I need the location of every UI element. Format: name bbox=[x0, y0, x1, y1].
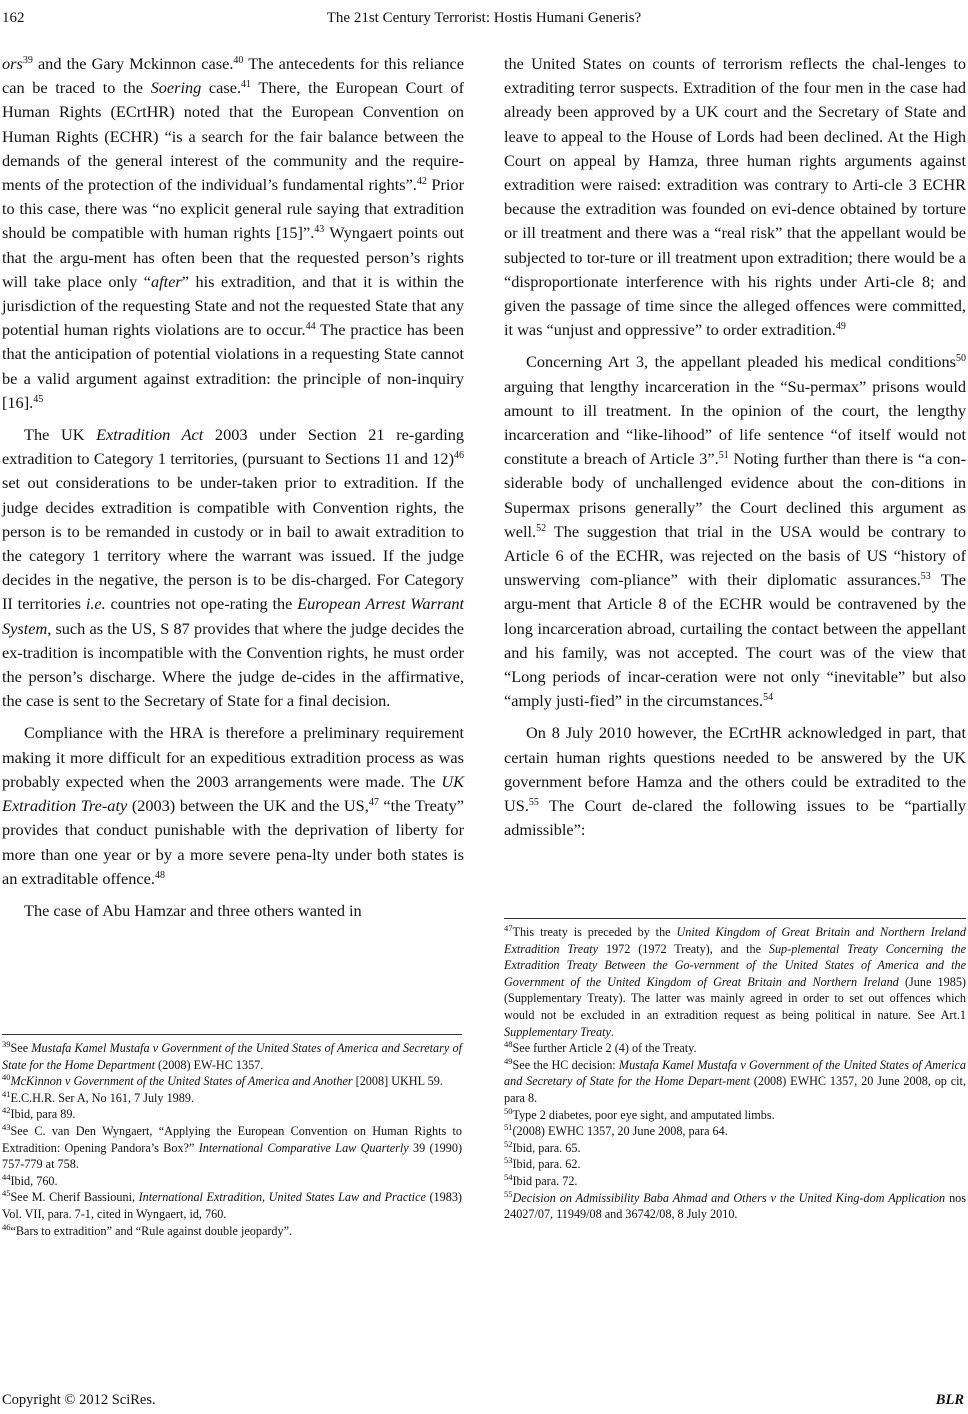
text-run: Compliance with the HRA is therefore a preliminary requirement making it more difficult for an expeditious extradition process as was probably expected when the 2003 arrangements were made. The bbox=[2, 723, 464, 791]
footnote-marker: 48 bbox=[154, 869, 165, 881]
footnote bbox=[2, 1123, 462, 1173]
footnote-rule-left bbox=[2, 1034, 462, 1035]
footnote bbox=[504, 1123, 966, 1140]
footnote-marker: 55 bbox=[528, 797, 539, 809]
text-run: There, the European Court of Human Rights (ECrtHR) noted that the European Convention on Human Rights (ECHR) “is a search for the fair balance between the demands of the general interest of the community and the require-ments of the protection of the individual’s fundamental rights”. bbox=[2, 78, 464, 195]
text-run: E.C.H.R. Ser A, No 161, 7 July 1989. bbox=[10, 1090, 194, 1105]
text-run: (2003) between the UK and the US, bbox=[127, 796, 369, 816]
footnote-marker: 41 bbox=[241, 79, 252, 91]
journal-abbreviation: BLR bbox=[935, 1392, 964, 1408]
text-run: See bbox=[10, 1041, 32, 1055]
text-run: set out considerations to be under-taken prior to extradition. If the judge decides extradition is compatible with Convention rights, the person is to be remanded in custody or in bail to await extradition to the category 1 territory where the warrant was issued. If the judge decides in the negative, the person is to be dis-charged. For Category II territories bbox=[2, 473, 464, 614]
text-run: Ibid, para. 62. bbox=[512, 1157, 581, 1172]
footnote-marker: 44 bbox=[2, 1171, 11, 1182]
footnote-marker: 42 bbox=[2, 1105, 11, 1116]
footnote bbox=[2, 1189, 462, 1222]
text-run: Extradition Act bbox=[96, 425, 204, 445]
footnote-marker: 53 bbox=[504, 1155, 513, 1166]
footnote-marker: 39 bbox=[2, 1039, 11, 1049]
text-run: nos 24027/07, 11949/08 and 36742/08, 8 July 2010. bbox=[504, 1190, 966, 1222]
body-paragraph bbox=[2, 721, 464, 890]
text-run: UK Extradition Tre-aty bbox=[2, 771, 464, 816]
text-run: [2008] UKHL 59. bbox=[352, 1074, 443, 1089]
text-run: (2008) EW-HC 1357. bbox=[155, 1057, 264, 1072]
text-run: On 8 July 2010 however, the ECrtHR acknowledged in part, that certain human rights questions needed to be answered by the UK government before Hamza and the others could be extradited to the US. bbox=[504, 723, 966, 816]
body-paragraph bbox=[2, 52, 464, 415]
footnote-marker: 52 bbox=[536, 522, 547, 534]
text-run: European Arrest Warrant System bbox=[2, 594, 464, 638]
text-run: Ibid, para. 65. bbox=[512, 1140, 581, 1155]
footnote-marker: 44 bbox=[305, 321, 316, 333]
footnote-marker: 43 bbox=[314, 224, 325, 236]
footnote bbox=[504, 1107, 966, 1124]
body-paragraph bbox=[504, 52, 966, 342]
text-run: Ibid para. 72. bbox=[512, 1173, 578, 1188]
text-run: Soering bbox=[150, 78, 202, 98]
text-run: International Extradition, United States Law and Practice bbox=[138, 1190, 426, 1205]
text-run: International Comparative Law Quarterly bbox=[198, 1140, 409, 1155]
text-run: Wyngaert points out that the argu-ment has often been that the requested person’s rights will take place only “ bbox=[2, 223, 464, 291]
footnote-marker: 54 bbox=[504, 1171, 513, 1182]
text-run: case. bbox=[201, 78, 242, 98]
footnote-marker: 41 bbox=[2, 1088, 11, 1099]
body-paragraph bbox=[2, 423, 464, 713]
text-run: This treaty is preceded by the bbox=[512, 925, 677, 939]
text-run: the United States on counts of terrorism reflects the chal-lenges to extraditing terror suspects. Extradition of the four men in the case had already been approved by a UK court and the Secretary of State and leave to appeal to the House of Lords had been declined. At the High Court on appeal by Hamza, three human rights arguments against extradition were raised: extradition was contrary to Arti-cle 3 ECHR because the extradition was founded on evi-dence obtained by torture or ill treatment and there was a “real risk” that the appellant would be subjected to tor-ture or ill treatment upon extradition; there would be a “disproportionate interference with his rights under Arti-cle 8; and given the passage of time since the alleged offences were committed, it was “unjust and oppressive” to order extradition. bbox=[504, 54, 966, 340]
footnote-marker: 47 bbox=[504, 923, 513, 933]
text-run: ” his extradition, and that it is within the jurisdiction of the requesting State and not the requested State that any potential human rights violations are to occur. bbox=[2, 271, 465, 340]
text-run: Concerning Art 3, the appellant pleaded his medical conditions bbox=[526, 352, 956, 372]
left-column-body bbox=[2, 52, 464, 923]
footnote-marker: 40 bbox=[233, 55, 244, 66]
footnote-marker: 42 bbox=[416, 176, 427, 188]
footnote bbox=[504, 924, 966, 1040]
text-run: Sup-plemental Treaty Concerning the Extradition Treaty Between the Go-vernment of the United States of America and the Government of the United Kingdom of Great Britain and Northern Ireland bbox=[504, 941, 966, 989]
page-number: 162 bbox=[2, 10, 25, 26]
text-run: , such as the US, S 87 provides that where the judge decides the ex-tradition is incompatible with the Convention rights, he must order the person’s discharge. Where the judge de-cides in the affirmative, the case is sent to the Secretary of State for a final decision. bbox=[2, 618, 464, 711]
text-run: The case of Abu Hamzar and three others wanted in bbox=[24, 900, 362, 920]
footnote bbox=[2, 1040, 462, 1073]
text-run: The Court de-clared the following issues to be “partially admissible”: bbox=[504, 796, 966, 840]
text-run: “Bars to extradition” and “Rule against double jeopardy”. bbox=[10, 1223, 293, 1238]
text-run: and the Gary Mckinnon case. bbox=[32, 54, 234, 73]
text-run: The antecedents for this reliance can be traced to the bbox=[2, 54, 464, 98]
text-run: The UK bbox=[24, 425, 97, 445]
text-run: (2008) EWHC 1357, 20 June 2008, para 64. bbox=[512, 1124, 728, 1139]
text-run: 39 (1990) 757-779 at 758. bbox=[2, 1140, 463, 1172]
text-run: (2008) EWHC 1357, 20 June 2008, op cit, para 8. bbox=[504, 1074, 966, 1105]
footnote-marker: 51 bbox=[504, 1122, 513, 1133]
text-run: i.e. bbox=[85, 594, 106, 614]
text-run: See further Article 2 (4) of the Treaty. bbox=[512, 1041, 697, 1056]
footnote-marker: 48 bbox=[504, 1039, 513, 1050]
footnote-marker: 54 bbox=[763, 692, 774, 704]
footnote-marker: 45 bbox=[2, 1188, 11, 1199]
footnote bbox=[2, 1223, 462, 1240]
footnote-marker: 39 bbox=[22, 55, 33, 66]
running-title: The 21st Century Terrorist: Hostis Humani Generis? bbox=[326, 10, 642, 26]
text-run: 1972 (1972 Treaty), and the bbox=[598, 941, 769, 956]
footnote-marker: 52 bbox=[504, 1138, 513, 1149]
copyright-notice: Copyright © 2012 SciRes. bbox=[2, 1392, 156, 1408]
text-run: (June 1985) (Supplementary Treaty). The latter was mainly agreed in order to set out offences which would not be excluded in an extradition request as being political in nature. See Art.1 bbox=[504, 974, 966, 1022]
text-run: The practice has been that the anticipation of potential violations in a requesting State cannot be a valid argument against extradition: the principle of non-inquiry [16]. bbox=[2, 320, 464, 412]
text-run: See C. van Den Wyngaert, “Applying the European Convention on Human Rights to Extradition: Opening Pandora’s Box?” bbox=[2, 1123, 462, 1155]
text-run: See M. Cherif Bassiouni, bbox=[10, 1190, 139, 1205]
text-run: Noting further than there is “a con-siderable body of unchallenged evidence about the con-ditions in Supermax prisons generally” the Court declined this argument as well. bbox=[504, 449, 966, 541]
text-run: McKinnon v Government of the United States of America and Another bbox=[10, 1074, 353, 1089]
footnote bbox=[2, 1106, 462, 1123]
text-run: . bbox=[610, 1024, 614, 1039]
text-run: Decision on Admissibility Baba Ahmad and Others v the United King-dom Application bbox=[512, 1190, 946, 1205]
footnote-marker: 50 bbox=[504, 1105, 513, 1116]
text-run: Ibid, 760. bbox=[10, 1173, 58, 1188]
footnote bbox=[2, 1173, 462, 1190]
page-header bbox=[0, 10, 968, 36]
left-column-footnotes bbox=[2, 1040, 462, 1239]
text-run: Prior to this case, there was “no explicit general rule saying that extradition should be compatible with human rights [15]”. bbox=[2, 175, 464, 243]
footnote-marker: 47 bbox=[368, 797, 379, 809]
footnote bbox=[504, 1173, 966, 1190]
text-run: Type 2 diabetes, poor eye sight, and amputated limbs. bbox=[512, 1107, 775, 1122]
footnote bbox=[504, 1057, 966, 1107]
footnote-marker: 50 bbox=[956, 353, 966, 365]
footnote-marker: 49 bbox=[835, 321, 846, 333]
text-run: The suggestion that trial in the USA would be contrary to Article 6 of the ECHR, was rejected on the basis of US “history of unswerving com-pliance” with their diplomatic assurances. bbox=[504, 521, 966, 590]
footnote-marker: 46 bbox=[454, 450, 464, 462]
footnote bbox=[504, 1156, 966, 1173]
footnote-marker: 46 bbox=[2, 1221, 11, 1232]
text-run: ors bbox=[2, 54, 23, 73]
text-run: Mustafa Kamel Mustafa v Government of the United States of America and Secretary of State for the Home Department bbox=[2, 1041, 462, 1072]
footnote-marker: 53 bbox=[920, 571, 931, 583]
footnote bbox=[2, 1073, 462, 1090]
body-paragraph bbox=[504, 721, 966, 842]
footnote bbox=[504, 1190, 966, 1223]
text-run: countries not ope-rating the bbox=[105, 594, 298, 614]
right-column-body bbox=[504, 52, 966, 843]
text-run: (1983) Vol. VII, para. 7-1, cited in Wyngaert, id, 760. bbox=[2, 1190, 462, 1221]
footnote bbox=[2, 1090, 462, 1107]
text-run: after bbox=[151, 271, 182, 291]
footnote bbox=[504, 1140, 966, 1157]
text-run: See the HC decision: bbox=[512, 1057, 619, 1072]
footnote-marker: 45 bbox=[33, 393, 44, 405]
text-run: 2003 under Section 21 re-garding extradition to Category 1 territories, (pursuant to Sections 11 and 12) bbox=[2, 425, 465, 469]
text-run: arguing that lengthy incarceration in the “Su-permax” prisons would amount to ill treatment. In the opinion of the court, the lengthy incarceration and “like-lihood” of life sentence “of itself would not constitute a breach of Article 3”. bbox=[504, 376, 966, 469]
text-run: “the Treaty” provides that conduct punishable with the deprivation of liberty for more than one year or by a more severe pena-lty under both states is an extraditable offence. bbox=[2, 796, 464, 888]
footnote-marker: 49 bbox=[504, 1055, 513, 1066]
text-run: United Kingdom of Great Britain and Northern Ireland Extradition Treaty bbox=[504, 925, 966, 956]
text-run: The argu-ment that Article 8 of the ECHR would be contravened by the long incarceration abroad, curtailing the contact between the appellant and his family, was not accepted. The court was of the view that “Long periods of incar-ceration were not only “inevitable” but also “amply justi-fied” in the circumstances. bbox=[504, 570, 967, 711]
footnote bbox=[504, 1040, 966, 1057]
body-paragraph bbox=[504, 350, 966, 713]
text-run: Mustafa Kamel Mustafa v Government of the United States of America and Secretary of State for the Home Depart-ment bbox=[504, 1057, 966, 1089]
footnote-marker: 51 bbox=[718, 450, 729, 462]
text-run: Supplementary Treaty bbox=[504, 1024, 611, 1039]
right-column-footnotes bbox=[504, 924, 966, 1223]
text-run: Ibid, para 89. bbox=[10, 1107, 76, 1122]
footnote-marker: 55 bbox=[504, 1188, 513, 1199]
footnote-marker: 43 bbox=[2, 1121, 11, 1132]
body-paragraph bbox=[2, 899, 464, 923]
footnote-marker: 40 bbox=[2, 1072, 11, 1083]
footnote-rule-right bbox=[504, 918, 966, 919]
